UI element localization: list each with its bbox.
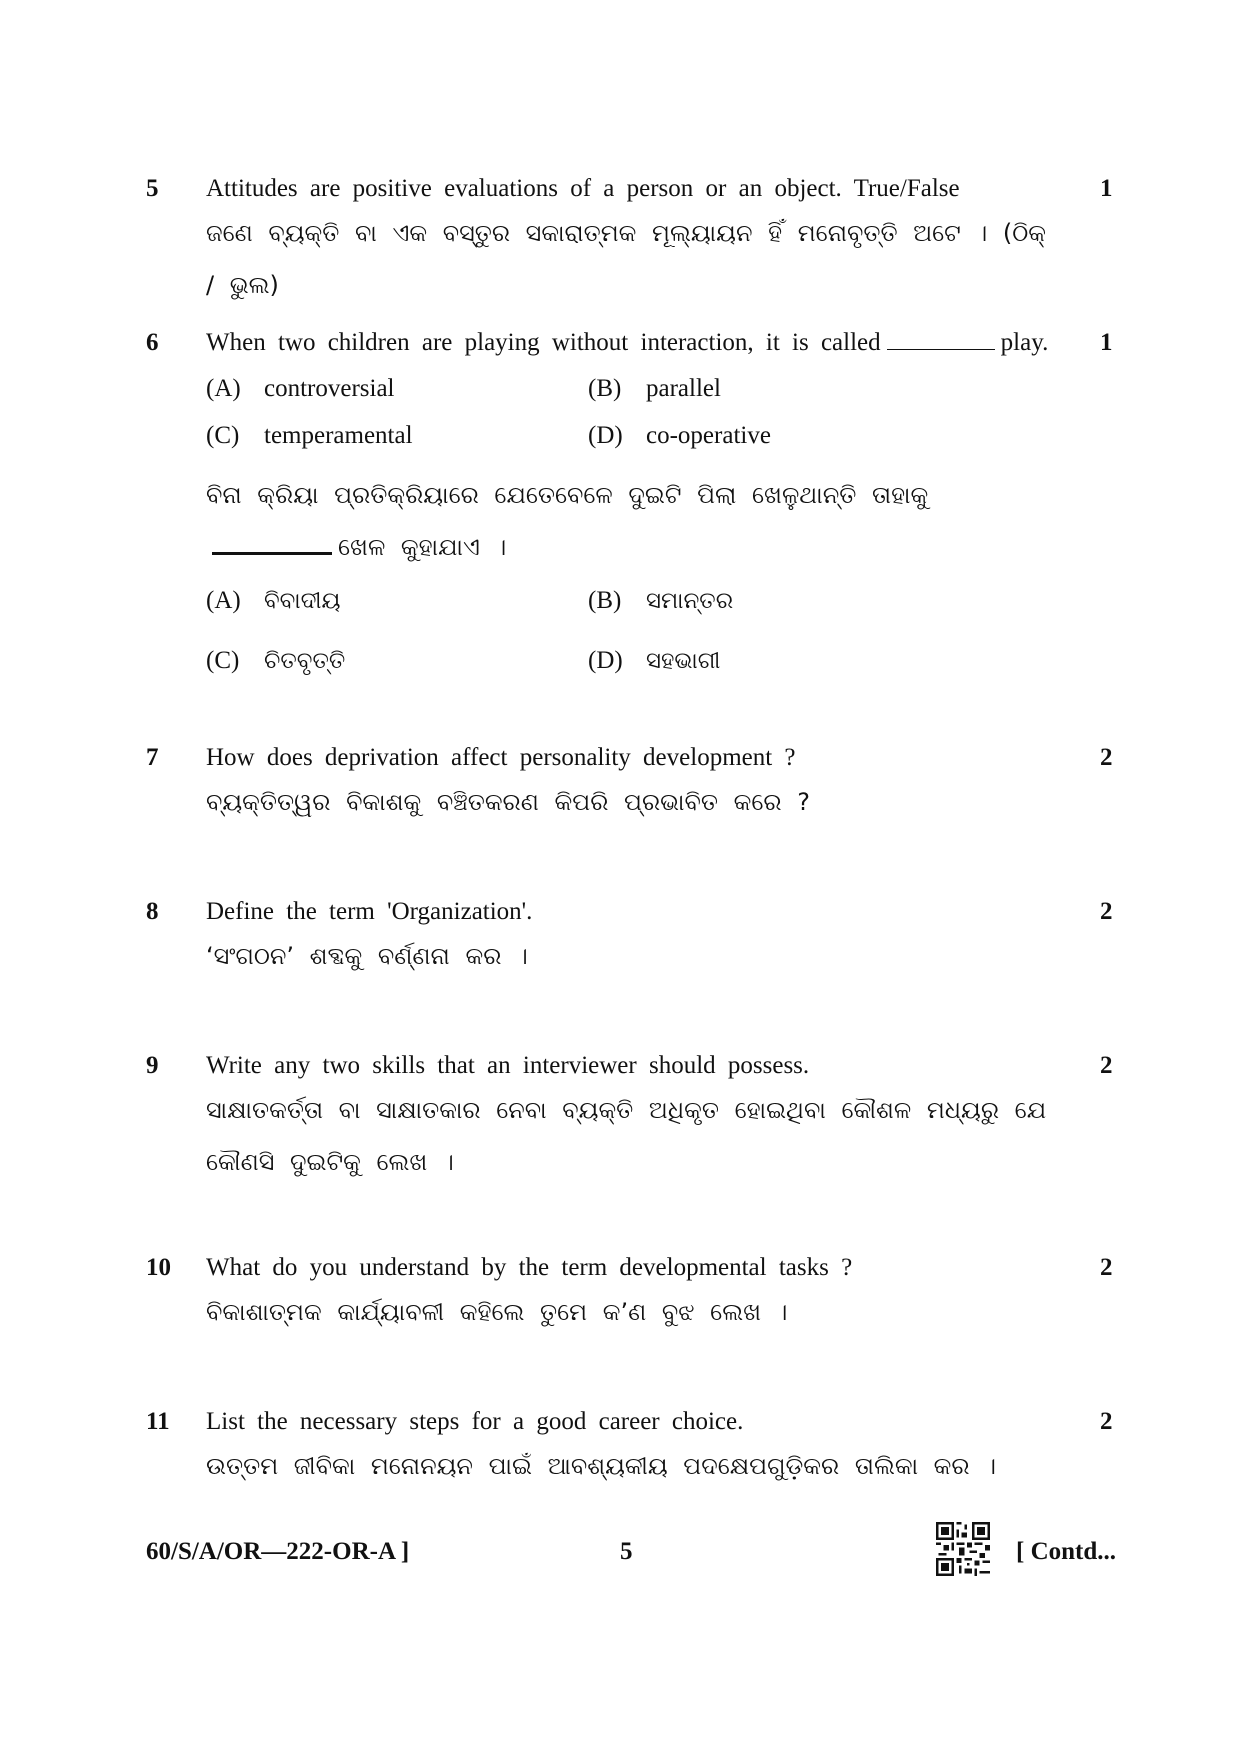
question-text-od: ବ୍ୟକ୍ତିତ୍ୱର ବିକାଶକୁ ବଞ୍ଚିତକରଣ କିପରି ପ୍ରଭାବିତ କରେ ? [206,788,810,816]
question-number: 11 [146,1408,170,1435]
option-text: ସହଭାଗୀ [646,648,721,674]
option-label: (B) [588,587,622,614]
question-text-od: ବିକାଶାତ୍ମକ କାର୍ଯ୍ୟାବଳୀ କହିଲେ ତୁମେ କ’ଣ ବୁଝ ଲେଖ । [206,1298,788,1326]
continued-label: [ Contd... [1016,1538,1117,1565]
question-number: 6 [146,329,159,356]
question-marks: 1 [1100,175,1113,202]
question-text-en: List the necessary steps for a good career choice. [206,1408,744,1435]
option-label: (A) [206,587,241,614]
question-text-en: Define the term 'Organization'. [206,898,533,925]
question-number: 5 [146,175,159,202]
option-text: parallel [646,375,721,402]
question-text-en [206,329,1076,357]
question-text-od: ଜଣେ ବ୍ୟକ୍ତି ବା ଏକ ବସ୍ତୁର ସକାରାତ୍ମକ ମୂଲ୍ୟାୟନ ହିଁ ମନୋବୃତ୍ତି ଅଟେ । (ଠିକ୍ / ଭୁଲ) [206,219,1046,299]
question-marks: 2 [1100,744,1113,771]
option-text: temperamental [264,422,413,449]
question-text-od: ଉତ୍ତମ ଜୀବିକା ମନୋନୟନ ପାଇଁ ଆବଶ୍ୟକୀୟ ପଦକ୍ଷେପଗୁଡ଼ିକର ତାଲିକା କର । [206,1452,997,1480]
question-text-od: ସାକ୍ଷାତକର୍ତ୍ତା ବା ସାକ୍ଷାତକାର ନେବା ବ୍ୟକ୍ତି ଅଧିକୃତ ହୋଇଥିବା କୌଶଳ ମଧ୍ୟରୁ ଯେ କୌଣସି ଦୁଇଟିକୁ ଲେଖ । [206,1096,1047,1176]
fill-blank [887,329,995,350]
option-b-en [588,375,721,403]
option-label: (C) [206,422,240,449]
option-label: (D) [588,647,623,674]
paper-code: 60/S/A/OR—222-OR-A ] [146,1538,410,1565]
question-text-en-part1: When two children are playing without interaction, it is called [206,329,881,356]
option-text: controversial [264,375,395,402]
question-marks: 2 [1100,1052,1113,1079]
option-text: ସମାନ୍ତର [646,588,734,614]
option-b-od [588,587,733,615]
question-text-od-part2: ଖେଳ କୁହାଯାଏ । [338,533,507,561]
option-text: ବିବାଦୀୟ [264,588,341,614]
question-text-od: ‘ସଂଗଠନ’ ଶବ୍ଦକୁ ବର୍ଣ୍ଣନା କର । [206,942,528,970]
question-marks: 1 [1100,329,1113,356]
question-marks: 2 [1100,898,1113,925]
option-label: (D) [588,422,623,449]
option-a-en [206,375,395,403]
question-text-en-part2: play. [1000,329,1049,356]
question-text-od-part1: ବିନା କ୍ରିୟା ପ୍ରତିକ୍ରିୟାରେ ଯେତେବେଳେ ଦୁଇଟି ପିଲା ଖେଳୁଥାନ୍ତି ତାହାକୁ [206,481,929,509]
question-text-od [206,469,1056,573]
qr-code-icon [936,1522,990,1576]
option-label: (A) [206,375,241,402]
question-text-en: How does deprivation affect personality development ? [206,744,796,771]
question-text-en: What do you understand by the term developmental tasks ? [206,1254,853,1281]
option-c-od [206,647,345,675]
option-c-en [206,422,413,450]
question-number: 7 [146,744,159,771]
question-marks: 2 [1100,1408,1113,1435]
option-label: (C) [206,647,240,674]
question-text-en: Attitudes are positive evaluations of a person or an object. True/False [206,175,960,202]
option-d-od [588,647,720,675]
option-d-en [588,422,771,450]
question-marks: 2 [1100,1254,1113,1281]
question-number: 10 [146,1254,171,1281]
question-number: 9 [146,1052,159,1079]
page-number: 5 [620,1538,633,1565]
question-number: 8 [146,898,159,925]
option-label: (B) [588,375,622,402]
option-a-od [206,587,340,615]
option-text: co-operative [646,422,771,449]
option-text: ଚିତବୃତ୍ତି [264,648,346,674]
question-text-en: Write any two skills that an interviewer should possess. [206,1052,810,1079]
fill-blank [212,532,332,555]
